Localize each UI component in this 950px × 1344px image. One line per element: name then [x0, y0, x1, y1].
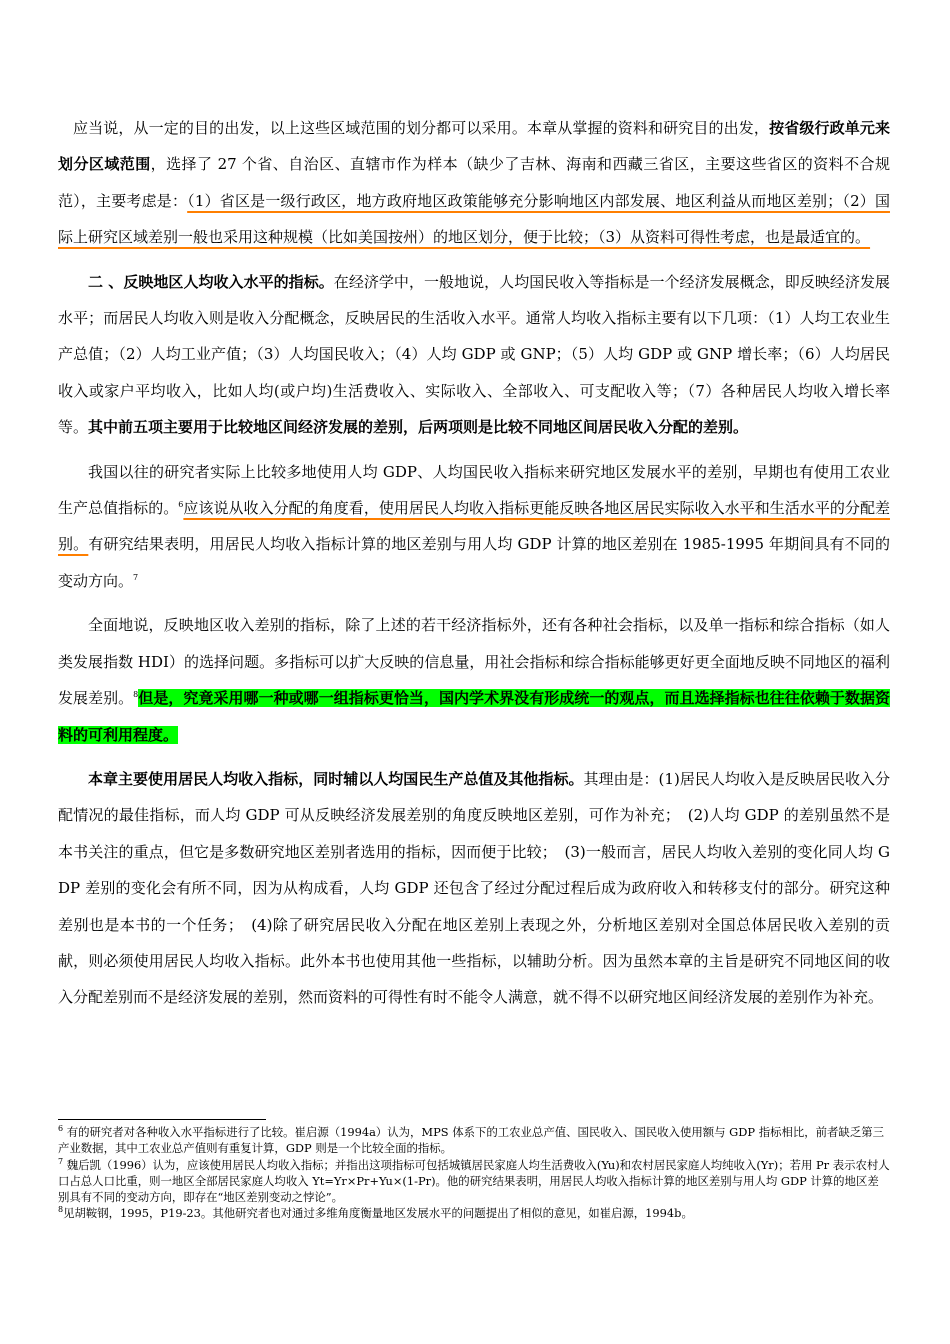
- section-heading-2: 二 、反映地区人均收入水平的指标。: [88, 272, 334, 291]
- paragraph-chapter-indicators: [58, 761, 890, 1016]
- paragraph-income-indicators: [58, 264, 890, 446]
- text-run: 全面地说，反映地区收入差别的指标，除了上述的若干经济指标外，还有各种社会指标，以及单一指标和综合指标（如人类发展指数 HDI）的选择问题。多指标可以扩大反映的信息量，用社会指标和综合指标能够更好更全面地反映不同地区的福利发展差别。: [58, 616, 890, 708]
- paragraph-social-indicators: [58, 607, 890, 753]
- footnote-6: [58, 1124, 890, 1157]
- document-body: [58, 110, 890, 1024]
- footnote-separator: [58, 1119, 266, 1120]
- footnote-text: 魏后凯（1996）认为，应该使用居民人均收入指标；并指出这项指标可包括城镇居民家庭人均生活费收入(Yu)和农村居民家庭人均纯收入(Yr)；若用 Pr 表示农村人口占总人口比重，则一地区全部居民家庭人均收入 Yt=Yr×Pr+Yu×(1-Pr)。他的研究结果表明，用居民人均收入指标计算的地区差别与用人均 GDP 计算的地区差别具有不同的变动方向，即存在“地区差别变动之悖论”。: [58, 1157, 890, 1205]
- footnote-ref-8[interactable]: 8: [133, 690, 139, 700]
- footnote-text: 有的研究者对各种收入水平指标进行了比较。崔启源（1994a）认为，MPS 体系下的工农业总产值、国民收入、国民收入使用额与 GDP 指标相比，前者缺乏第三产业数据，其中工农业总产值则有重复计算，GDP 则是一个比较全面的指标。: [58, 1125, 884, 1156]
- underlined-text-run: 应该说从收入分配的角度看，使用居民人均收入指标更能反映各地区居民实际收入水平和生活水平的分配差别。: [58, 499, 890, 554]
- text-run: 我国以往的研究者实际上比较多地使用人均 GDP、人均国民收入指标来研究地区发展水平的差别，早期也有使用工农业生产总值指标的。: [58, 462, 890, 518]
- footnotes: [58, 1124, 890, 1222]
- footnote-number: 8: [58, 1205, 64, 1215]
- footnote-8: [58, 1205, 890, 1221]
- paragraph-previous-research: [58, 454, 890, 600]
- underlined-text-run: （1）省区是一级行政区，地方政府地区政策能够充分影响地区内部发展、地区利益从而地区差别；（2）国际上研究区域差别一般也采用这种规模（比如美国按州）的地区划分，便于比较；（3）从资料可得性考虑，也是最适宜的。: [58, 191, 890, 247]
- paragraph-region-scope: [58, 110, 890, 256]
- text-run: 有研究结果表明，用居民人均收入指标计算的地区差别与用人均 GDP 计算的地区差别在 1985-1995 年期间具有不同的变动方向。: [58, 535, 890, 590]
- footnote-text: 见胡鞍钢，1995，P19-23。其他研究者也对通过多维角度衡量地区发展水平的问题提出了相似的意见，如崔启源，1994b。: [63, 1206, 693, 1221]
- bold-text-run: 其中前五项主要用于比较地区间经济发展的差别，后两项则是比较不同地区间居民收入分配的差别。: [88, 418, 749, 437]
- text-run: 其理由是：(1)居民人均收入是反映居民收入分配情况的最佳指标，而人均 GDP 可从反映经济发展差别的角度反映地区差别，可作为补充； (2)人均 GDP 的差别虽然不是本书关注的重点，但它是多数研究地区差别者选用的指标，因而便于比较； (3)一般而言，居民人均收入差别的变化同人均 GDP 差别的变化会有所不同，因为从构成看，人均 GDP 还包含了经过分配过程后成为政府收入和转移支付的部分。研究这种差别也是本书的一个任务； (4)除了研究居民收入分配在地区差别上表现之外，分析地区差别对全国总体居民收入差别的贡献，则必须使用居民人均收入指标。此外本书也使用其他一些指标，以辅助分析。因为虽然本章的主旨是研究不同地区间的收入分配差别而不是经济发展的差别，然而资料的可得性有时不能令人满意，就不得不以研究地区间经济发展的差别作为补充。: [58, 769, 891, 1007]
- highlighted-text-run: 但是，究竟采用哪一种或哪一组指标更恰当，国内学术界没有形成统一的观点，而且选择指标也往往依赖于数据资料的可利用程度。: [58, 689, 890, 744]
- footnote-ref-6[interactable]: 6: [178, 500, 184, 510]
- text-run: 应当说，从一定的目的出发，以上这些区域范围的划分都可以采用。本章从掌握的资料和研究目的出发，: [73, 119, 770, 137]
- text-run: 在经济学中，一般地说，人均国民收入等指标是一个经济发展概念，即反映经济发展水平；而居民人均收入则是收入分配概念，反映居民的生活收入水平。通常人均收入指标主要有以下几项：（1）人均工农业生产总值；（2）人均工业产值；（3）人均国民收入；（4）人均 GDP 或 GNP；（5）人均 GDP 或 GNP 增长率；（6）人均居民收入或家户平均收入，比如人均(或户均)生活费收入、实际收入、全部收入、可支配收入等；（7）各种居民人均收入增长率等。: [58, 272, 890, 437]
- footnote-number: 7: [58, 1156, 64, 1166]
- footnote-ref-7[interactable]: 7: [133, 572, 139, 582]
- footnote-7: [58, 1157, 890, 1206]
- bold-text-run: 本章主要使用居民人均收入指标，同时辅以人均国民生产总值及其他指标。: [88, 769, 584, 788]
- bold-text-run: 按省级行政单元来划分区域范围: [58, 119, 890, 174]
- footnote-number: 6: [58, 1124, 64, 1134]
- text-run: ，选择了 27 个省、自治区、直辖市作为样本（缺少了吉林、海南和西藏三省区，主要这些省区的资料不合规范），主要考虑是：: [58, 155, 890, 210]
